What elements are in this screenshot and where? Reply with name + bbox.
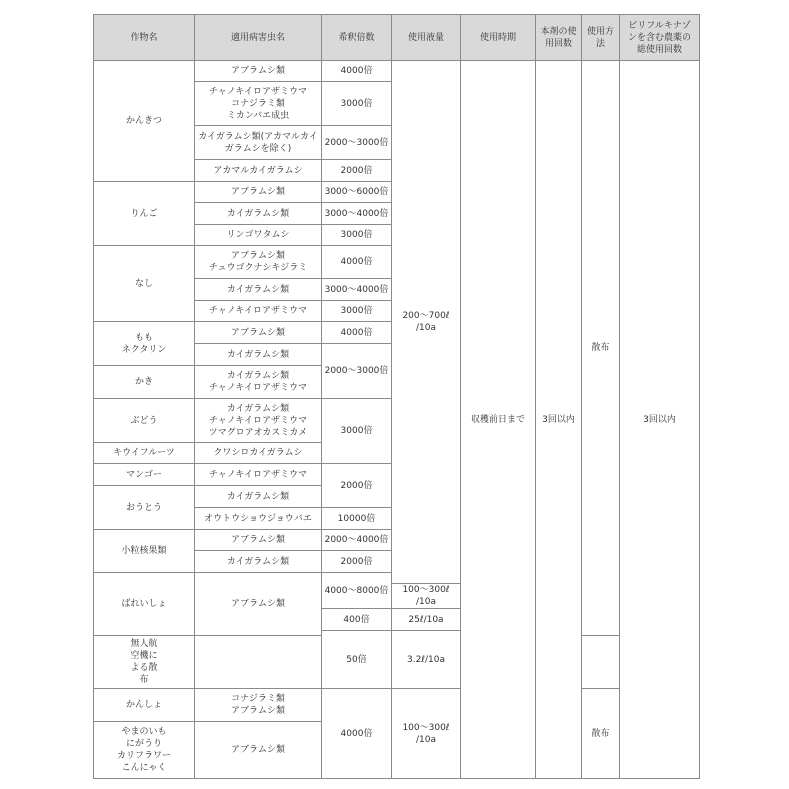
header-total-text: ピリフルキナゾ ンを含む農薬の 総使用回数 <box>627 20 691 55</box>
pest-name: コナジラミ類 アブラムシ類 <box>231 694 285 716</box>
crop-name: ばれいしょ <box>121 599 167 609</box>
crop-name: もも ネクタリン <box>121 332 167 355</box>
count-value: 3回以内 <box>542 414 575 425</box>
crop-cell <box>94 486 195 530</box>
crop-name: おうとう <box>125 502 162 513</box>
dilution-cell <box>322 344 392 399</box>
pest-name: カイガラムシ類(アカマルカイ ガラムシを除く) <box>198 131 318 154</box>
crop-cell <box>94 366 195 399</box>
pest-cell <box>195 160 322 182</box>
pest-cell <box>195 508 322 530</box>
crop-name: かんしょ <box>125 700 162 710</box>
pest-name: アブラムシ類 <box>231 187 285 197</box>
crop-cell <box>94 722 195 779</box>
pest-cell <box>195 225 322 246</box>
pest-name: カイガラムシ類 <box>226 208 290 219</box>
timing-cell <box>461 61 536 779</box>
dilution-cell <box>322 551 392 573</box>
crop-name: ぶどう <box>130 415 158 426</box>
crop-cell <box>94 530 195 573</box>
dilution-cell <box>322 126 392 160</box>
dilution-value: 4000倍 <box>340 257 373 267</box>
pest-name: クワシロカイガラムシ <box>213 448 303 458</box>
crop-name: かんきつ <box>125 116 162 126</box>
volume-value: 200〜700ℓ /10a <box>402 311 450 333</box>
crop-cell <box>94 61 195 182</box>
pest-cell <box>195 301 322 322</box>
pest-name: カイガラムシ類 チャノキイロアザミウマ ツマグロアオカスミカメ <box>208 403 308 438</box>
dilution-value: 3000倍 <box>340 230 373 240</box>
method-value: 散布 <box>591 343 610 353</box>
crop-cell <box>94 464 195 486</box>
dilution-cell <box>322 160 392 182</box>
dilution-value: 3000〜4000倍 <box>324 284 389 295</box>
header-dilution <box>322 15 392 61</box>
crop-name: やまのいも にがうり カリフラワー こんにゃく <box>116 727 171 773</box>
pest-name: アカマルカイガラムシ <box>213 165 303 176</box>
pest-name: アブラムシ類 チュウゴクナシキジラミ <box>208 251 308 273</box>
dilution-value: 3000倍 <box>340 306 373 316</box>
crop-cell <box>94 246 195 322</box>
dilution-cell <box>322 61 392 82</box>
pest-cell <box>195 126 322 160</box>
method-cell <box>582 689 620 779</box>
crop-cell <box>94 322 195 366</box>
pest-cell <box>195 573 322 636</box>
header-method-text: 使用方 法 <box>586 26 614 49</box>
header-volume-text: 使用液量 <box>407 32 444 43</box>
dilution-value: 2000倍 <box>340 556 373 567</box>
header-pest-text: 適用病害虫名 <box>230 32 285 43</box>
dilution-value: 3000倍 <box>340 98 373 109</box>
dilution-value: 2000倍 <box>340 480 373 491</box>
pest-cell <box>195 722 322 779</box>
pest-name: アブラムシ類 <box>231 66 285 76</box>
method-value: 無人航 空機に よる散 布 <box>130 639 158 685</box>
crop-name: 小粒核果類 <box>121 546 167 556</box>
pest-cell <box>195 279 322 301</box>
pest-cell <box>195 689 322 722</box>
dilution-value: 400倍 <box>343 614 370 625</box>
pest-name: アブラムシ類 <box>231 327 285 338</box>
pesticide-usage-table <box>93 14 700 779</box>
pest-cell <box>195 61 322 82</box>
dilution-value: 3000〜4000倍 <box>324 208 389 219</box>
dilution-cell <box>322 203 392 225</box>
header-count <box>536 15 582 61</box>
dilution-value: 4000〜8000倍 <box>324 585 389 596</box>
dilution-value: 4000倍 <box>340 66 373 76</box>
table-row <box>94 689 700 722</box>
header-volume <box>392 15 461 61</box>
dilution-value: 50倍 <box>346 654 367 665</box>
dilution-cell <box>322 301 392 322</box>
pest-cell <box>195 464 322 486</box>
dilution-cell <box>322 464 392 508</box>
dilution-cell <box>322 508 392 530</box>
pest-name: カイガラムシ類 <box>226 284 290 295</box>
crop-name: なし <box>134 278 153 289</box>
pest-name: リンゴワタムシ <box>226 230 290 240</box>
pest-cell <box>195 399 322 443</box>
timing-value: 収穫前日まで <box>470 414 525 425</box>
crop-cell <box>94 399 195 443</box>
pest-name: アブラムシ類 <box>231 599 285 609</box>
pest-cell <box>195 551 322 573</box>
dilution-value: 3000〜6000倍 <box>324 187 389 197</box>
header-timing <box>461 15 536 61</box>
volume-cell <box>392 61 461 584</box>
volume-cell <box>392 584 461 609</box>
header-row <box>94 15 700 61</box>
pest-cell <box>195 344 322 366</box>
dilution-value: 4000倍 <box>340 728 373 739</box>
pest-name: チャノキイロアザミウマ <box>208 306 307 316</box>
pest-name: オウトウショウジョウバエ <box>204 513 312 524</box>
dilution-cell <box>322 631 392 689</box>
volume-value: 100〜300ℓ /10a <box>402 585 450 607</box>
pest-cell <box>195 182 322 203</box>
volume-value: 25ℓ/10a <box>408 614 444 625</box>
crop-cell <box>94 689 195 722</box>
pest-cell <box>195 486 322 508</box>
crop-name: かき <box>134 377 153 387</box>
pest-cell <box>195 366 322 399</box>
volume-cell <box>392 609 461 631</box>
header-crop <box>94 15 195 61</box>
total-value: 3回以内 <box>643 414 676 425</box>
crop-cell <box>94 443 195 464</box>
method-cell <box>94 636 195 689</box>
pest-name: チャノキイロアザミウマ <box>208 469 307 480</box>
pest-name: アブラムシ類 <box>231 535 285 545</box>
pest-cell <box>195 443 322 464</box>
header-crop-text: 作物名 <box>130 32 158 43</box>
pest-cell <box>195 203 322 225</box>
header-method <box>582 15 620 61</box>
crop-name: キウイフルーツ <box>113 448 175 458</box>
dilution-cell <box>322 322 392 344</box>
dilution-cell <box>322 573 392 609</box>
dilution-value: 4000倍 <box>340 327 373 338</box>
header-pest <box>195 15 322 61</box>
dilution-value: 3000倍 <box>340 426 373 436</box>
crop-name: りんご <box>130 208 158 219</box>
volume-cell <box>392 689 461 779</box>
crop-cell <box>94 573 195 636</box>
dilution-cell <box>322 530 392 551</box>
crop-name: マンゴー <box>125 469 162 480</box>
dilution-cell <box>322 182 392 203</box>
dilution-cell <box>322 225 392 246</box>
dilution-value: 2000〜3000倍 <box>324 137 389 148</box>
header-timing-text: 使用時期 <box>479 32 516 43</box>
volume-cell <box>392 631 461 689</box>
header-dilution-text: 希釈倍数 <box>338 32 375 43</box>
dilution-cell <box>322 609 392 631</box>
dilution-cell <box>322 246 392 279</box>
pest-name: カイガラムシ類 <box>226 491 290 502</box>
dilution-cell <box>322 689 392 779</box>
pest-name: チャノキイロアザミウマ コナジラミ類 ミカンバエ成虫 <box>208 86 307 121</box>
pest-cell <box>195 322 322 344</box>
dilution-value: 10000倍 <box>337 513 376 524</box>
pest-name: カイガラムシ類 <box>226 556 290 567</box>
count-cell <box>536 61 582 779</box>
pest-cell <box>195 246 322 279</box>
dilution-value: 2000〜4000倍 <box>324 535 389 545</box>
pest-cell <box>195 82 322 126</box>
dilution-cell <box>322 82 392 126</box>
pest-cell <box>195 530 322 551</box>
dilution-cell <box>322 279 392 301</box>
volume-value: 100〜300ℓ /10a <box>402 722 450 745</box>
header-total <box>620 15 700 61</box>
method-cell <box>582 61 620 636</box>
crop-cell <box>94 182 195 246</box>
total-cell <box>620 61 700 779</box>
dilution-value: 2000〜3000倍 <box>324 366 389 376</box>
dilution-cell <box>322 399 392 464</box>
pest-name: カイガラムシ類 <box>226 349 290 360</box>
method-value: 散布 <box>591 728 610 739</box>
table-row <box>94 61 700 82</box>
header-count-text: 本剤の使 用回数 <box>540 26 577 49</box>
pest-name: カイガラムシ類 チャノキイロアザミウマ <box>208 371 307 393</box>
volume-value: 3.2ℓ/10a <box>406 654 446 665</box>
dilution-value: 2000倍 <box>340 165 373 176</box>
pest-name: アブラムシ類 <box>231 745 285 755</box>
